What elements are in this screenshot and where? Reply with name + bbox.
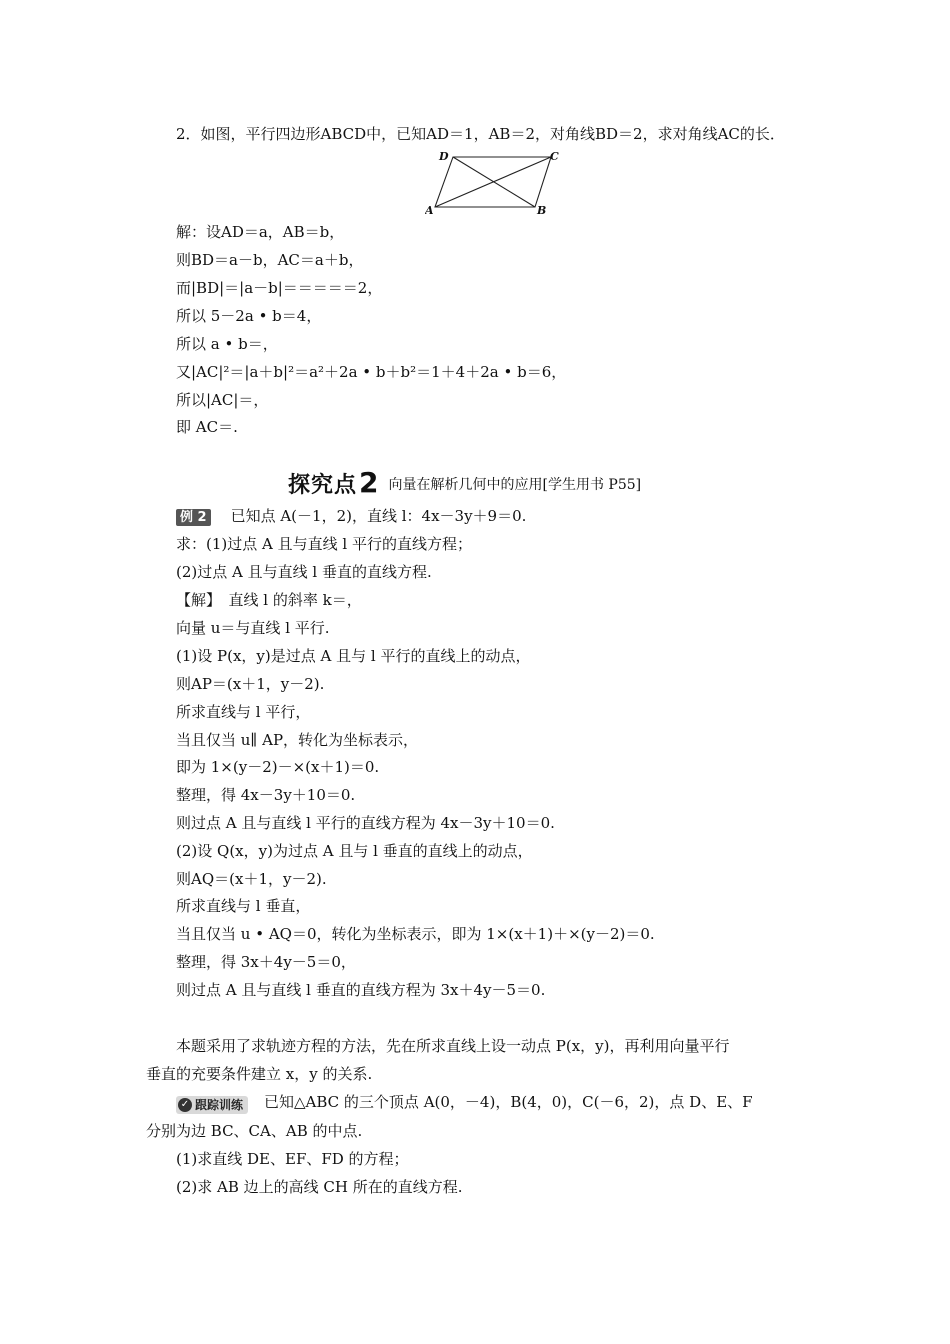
example2-line: 所求直线与 l 垂直， [176,897,311,915]
note-line-1: 本题采用了求轨迹方程的方法，先在所求直线上设一动点 P(x，y)，再利用向量平行 [176,1037,730,1055]
note-line-2: 垂直的充要条件建立 x，y 的关系. [146,1065,373,1083]
vertex-label-a: A [425,204,434,217]
example2-line: 则AQ＝(x＋1，y－2). [176,870,327,888]
follow-row [176,1092,753,1114]
problem2-statement: 2．如图，平行四边形ABCD中，已知AD＝1，AB＝2，对角线BD＝2，求对角线AC的长． [176,125,785,143]
follow-label: 跟踪训练 [195,1098,244,1112]
example2-line: (1)设 P(x，y)是过点 A 且与 l 平行的直线上的动点， [176,647,531,665]
diagonal-bd [453,157,535,207]
example2-line: (2)设 Q(x，y)为过点 A 且与 l 垂直的直线上的动点， [176,842,533,860]
example2-line: 当且仅当 u∥ AP，转化为坐标表示， [176,731,419,749]
example2-line: 则过点 A 且与直线 l 垂直的直线方程为 3x＋4y－5＝0. [176,981,546,999]
solution-line: 所以|AC|＝， [176,391,269,409]
example2-line: 向量 u＝与直线 l 平行. [176,619,330,637]
section-heading [288,466,641,499]
follow-question-2: (2)求 AB 边上的高线 CH 所在的直线方程. [176,1178,463,1196]
vertex-label-d: D [439,150,449,163]
solution-line: 所以 a • b＝， [176,335,278,353]
vertex-label-c: C [550,150,559,163]
follow-badge [176,1096,248,1114]
solution-line: 即 AC＝. [176,418,238,436]
example2-line: 则AP＝(x＋1，y－2). [176,675,325,693]
solution-line: 则BD＝a－b，AC＝a＋b， [176,251,364,269]
solution-line: 所以 5－2a • b＝4， [176,307,322,325]
example2-line: 则过点 A 且与直线 l 平行的直线方程为 4x－3y＋10＝0. [176,814,555,832]
section-number: 2 [359,466,379,499]
follow-question-1: (1)求直线 DE、EF、FD 的方程； [176,1150,409,1168]
example2-line: 所求直线与 l 平行， [176,703,311,721]
vertex-label-b: B [537,204,547,217]
example2-line: 当且仅当 u • AQ＝0，转化为坐标表示，即为 1×(x＋1)＋×(y－2)＝0. [176,925,655,943]
example2-intro-row [176,506,526,526]
check-icon: ✓ [178,1098,192,1112]
follow-line-2: 分别为边 BC、CA、AB 的中点. [146,1122,363,1140]
example2-line: (2)过点 A 且与直线 l 垂直的直线方程. [176,563,432,581]
section-title: 探究点 [288,473,358,498]
example2-line: 整理，得 3x＋4y－5＝0， [176,953,356,971]
section-subtitle: 向量在解析几何中的应用[学生用书 P55] [388,477,642,493]
solution-line: 而|BD|＝|a－b|＝＝＝＝＝2， [176,279,383,297]
example2-intro: 已知点 A(－1，2)，直线 l：4x－3y＋9＝0. [230,507,527,525]
example2-line: 整理，得 4x－3y＋10＝0. [176,786,356,804]
example2-line: 即为 1×(y－2)－×(x＋1)＝0. [176,758,380,776]
solution-line: 解：设AD＝a，AB＝b， [176,223,345,241]
parallelogram-figure [425,148,565,220]
follow-line-1: 已知△ABC 的三个顶点 A(0，－4)，B(4，0)，C(－6，2)，点 D、E、F [264,1093,753,1111]
example-tag: 例 2 [176,509,211,526]
solution-line: 又|AC|²＝|a＋b|²＝a²＋2a • b＋b²＝1＋4＋2a • b＝6， [176,363,567,381]
example2-line: 求：(1)过点 A 且与直线 l 平行的直线方程； [176,535,472,553]
example2-line: 【解】 直线 l 的斜率 k＝， [176,591,362,609]
